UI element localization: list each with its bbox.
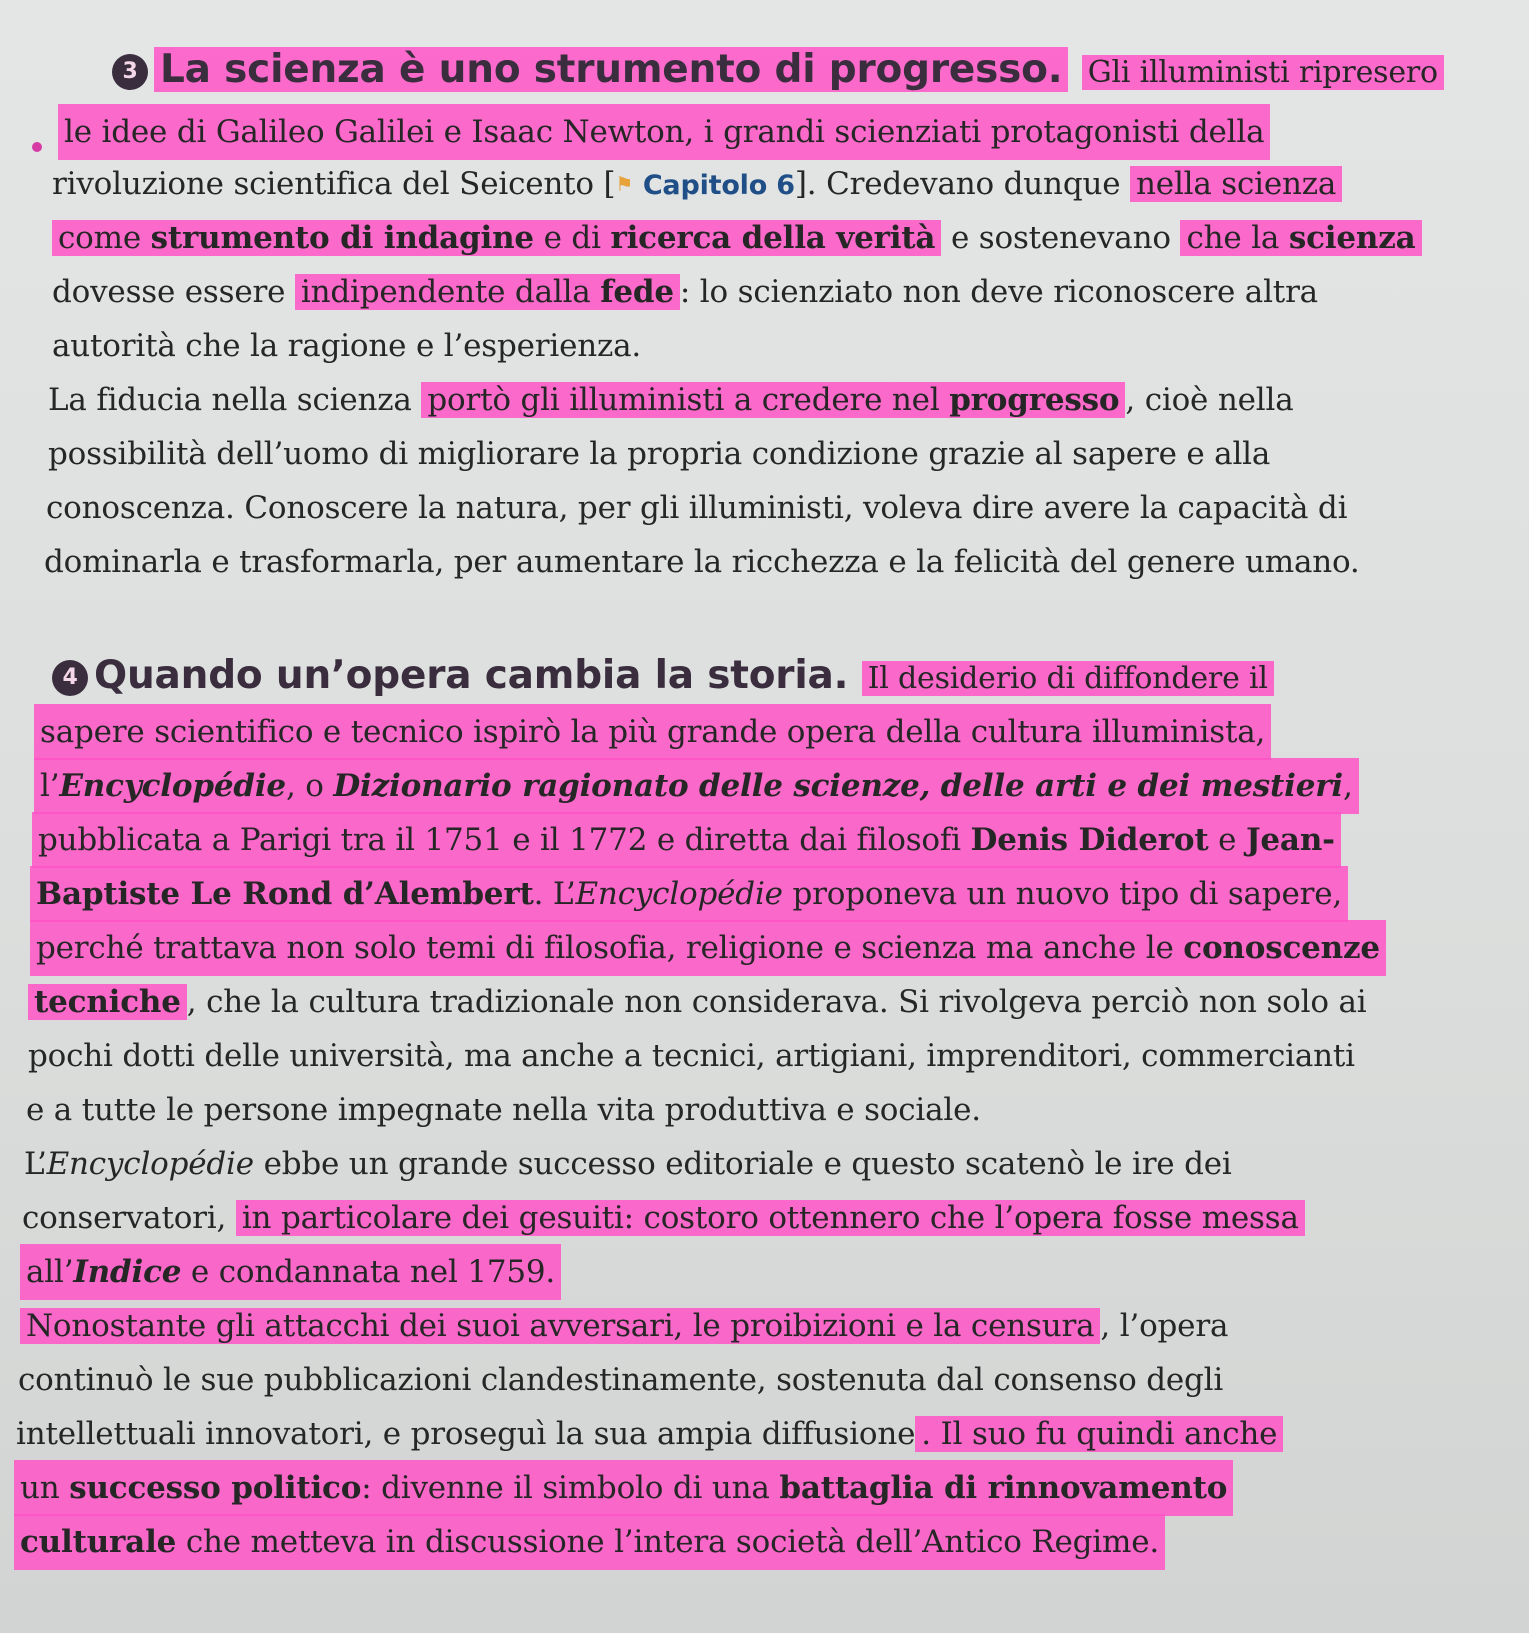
section-4-line-2: sapere scientifico e tecnico ispirò la più grande opera della cultura illuminista, [34, 704, 1271, 760]
section-4-heading-line [52, 648, 1274, 704]
section-3-title: La scienza è uno strumento di progresso. [154, 47, 1068, 92]
section-3-line-3: rivoluzione scientifica del Seicento [⚑ Capitolo 6]. Credevano dunque nella scienza [52, 156, 1342, 212]
section-3-line-5: dovesse essere indipendente dalla fede : lo scienziato non deve riconoscere altra [52, 274, 1318, 310]
section-3-line-6: autorità che la ragione e l’esperienza. [52, 328, 642, 364]
section-4-line-17: culturale che metteva in discussione l’intera società dell’Antico Regime. [14, 1514, 1165, 1570]
section-4-line-16: un successo politico: divenne il simbolo di una battaglia di rinnovamento [14, 1460, 1233, 1516]
section-number-3: 3 [112, 54, 148, 90]
section-4-line-10: L’Encyclopédie ebbe un grande successo editoriale e questo scatenò le ire dei [24, 1146, 1232, 1182]
chapter-reference-link[interactable]: Capitolo 6 [642, 170, 795, 201]
section-4-title: Quando un’opera cambia la storia. [94, 653, 849, 698]
highlight-mark-dot [32, 142, 42, 152]
section-4-line-7: tecniche , che la cultura tradizionale non considerava. Si rivolgeva perciò non solo ai [28, 974, 1366, 1030]
section-3-heading-line [112, 42, 1444, 98]
section-4-line-9: e a tutte le persone impegnate nella vita produttiva e sociale. [26, 1092, 981, 1128]
section-3-line-10: dominarla e trasformarla, per aumentare la ricchezza e la felicità del genere umano. [44, 544, 1360, 580]
section-3-line-7: La fiducia nella scienza portò gli illuministi a credere nel progresso , cioè nella [48, 382, 1294, 418]
section-4-line-4: pubblicata a Parigi tra il 1751 e il 1772 e diretta dai filosofi Denis Diderot e Jean- [32, 812, 1341, 868]
section-4-line-3: l’Encyclopédie, o Dizionario ragionato delle scienze, delle arti e dei mestieri, [34, 758, 1359, 814]
section-3-line-2: le idee di Galileo Galilei e Isaac Newton, i grandi scienziati protagonisti della [58, 104, 1270, 160]
section-4-line-1: Il desiderio di diffondere il [862, 661, 1274, 696]
section-3-line-8: possibilità dell’uomo di migliorare la propria condizione grazie al sapere e alla [48, 436, 1271, 472]
section-4-line-13: Nonostante gli attacchi dei suoi avversari, le proibizioni e la censura , l’opera [20, 1298, 1228, 1354]
section-4-line-8: pochi dotti delle università, ma anche a tecnici, artigiani, imprenditori, commercianti [28, 1038, 1355, 1074]
section-4-line-11: conservatori, in particolare dei gesuiti: costoro ottennero che l’opera fosse messa [22, 1190, 1305, 1246]
flag-icon: ⚑ [615, 172, 634, 196]
section-4-line-15: intellettuali innovatori, e proseguì la sua ampia diffusione . Il suo fu quindi anche [16, 1406, 1283, 1462]
section-4-line-5: Baptiste Le Rond d’Alembert. L’Encyclopédie proponeva un nuovo tipo di sapere, [30, 866, 1348, 922]
section-4-line-12: all’Indice e condannata nel 1759. [20, 1244, 561, 1300]
section-4-line-14: continuò le sue pubblicazioni clandestinamente, sostenuta dal consenso degli [18, 1362, 1224, 1398]
section-4-line-6: perché trattava non solo temi di filosofia, religione e scienza ma anche le conoscenze [30, 920, 1386, 976]
section-3-line-4: come strumento di indagine e di ricerca della verità e sostenevano che la scienza [52, 210, 1422, 266]
section-number-4: 4 [52, 660, 88, 696]
section-3-line-1: Gli illuministi ripresero [1082, 55, 1444, 90]
section-3-line-9: conoscenza. Conoscere la natura, per gli illuministi, voleva dire avere la capacità di [46, 490, 1348, 526]
